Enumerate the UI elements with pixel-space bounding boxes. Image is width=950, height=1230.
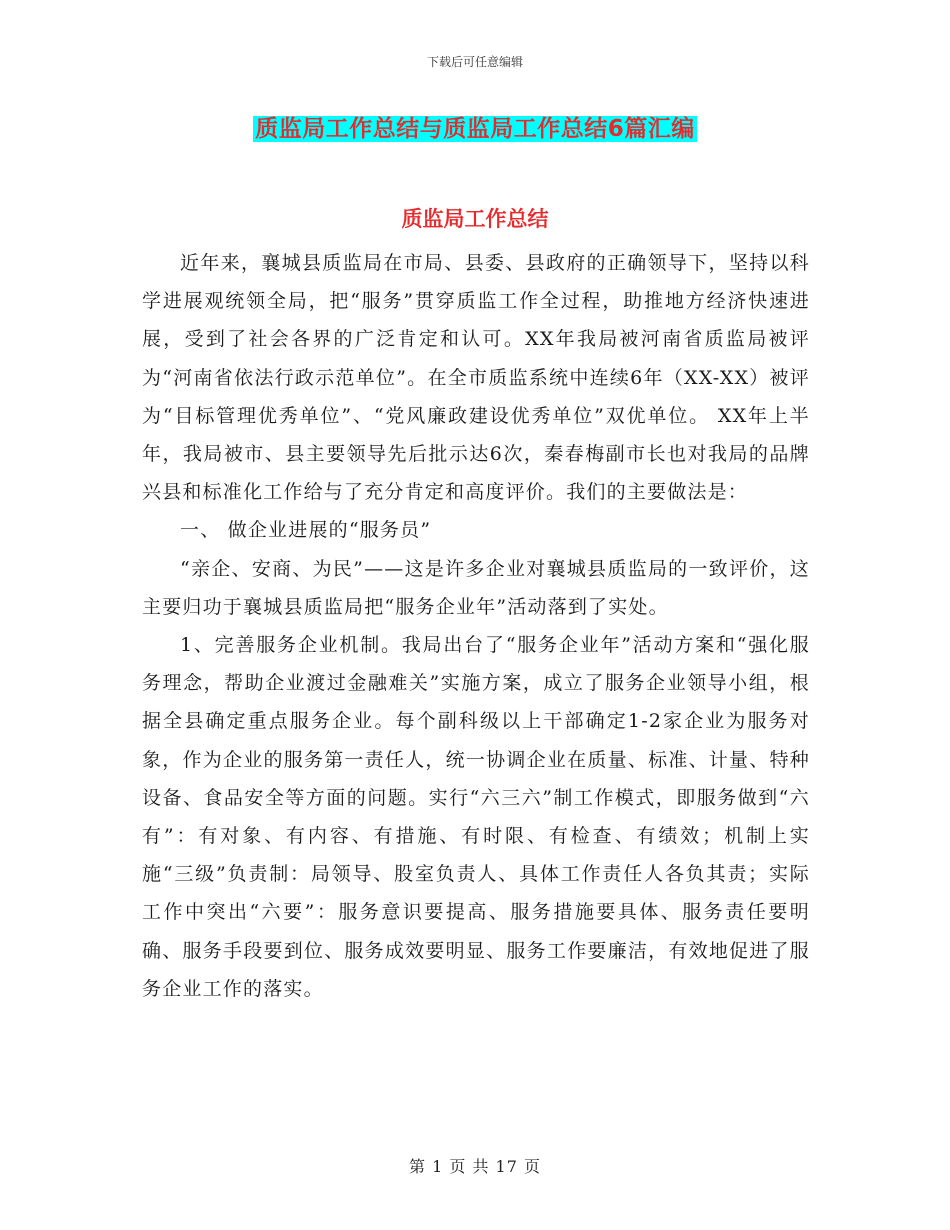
section-title: 质监局工作总结 bbox=[401, 207, 549, 231]
page-footer: 第 1 页 共 17 页 bbox=[409, 1157, 541, 1176]
document-body bbox=[142, 244, 810, 1008]
paragraph: 近年来，襄城县质监局在市局、县委、县政府的正确领导下，坚持以科学进展观统领全局，把“服务”贯穿质监工作全过程，助推地方经济快速进展，受到了社会各界的广泛肯定和认可。XX年我局被河南省质监局被评为“河南省依法行政示范单位”。在全市质监系统中连续6年（XX-XX）被评为“目标管理优秀单位”、“党风廉政建设优秀单位”双优单位。 XX年上半年，我局被市、县主要领导先后批示达6次，秦春梅副市长也对我局的品牌兴县和标准化工作给与了充分肯定和高度评价。我们的主要做法是： bbox=[142, 252, 810, 504]
paragraph: “亲企、安商、为民”——这是许多企业对襄城县质监局的一致评价，这主要归功于襄城县质监局把“服务企业年”活动落到了实处。 bbox=[142, 557, 810, 618]
header-note: 下载后可任意编辑 bbox=[426, 55, 523, 69]
document-title bbox=[0, 112, 950, 146]
paragraph: 1、完善服务企业机制。我局出台了“服务企业年”活动方案和“强化服务理念，帮助企业渡过金融难关”实施方案，成立了服务企业领导小组，根据全县确定重点服务企业。每个副科级以上干部确定1-2家企业为服务对象，作为企业的服务第一责任人，统一协调企业在质量、标准、计量、特种设备、食品安全等方面的问题。实行“六三六”制工作模式，即服务做到“六有”：有对象、有内容、有措施、有时限、有检查、有绩效；机制上实施“三级”负责制：局领导、股室负责人、具体工作责任人各负其责；实际工作中突出“六要”：服务意识要提高、服务措施要具体、服务责任要明确、服务手段要到位、服务成效要明显、服务工作要廉洁，有效地促进了服务企业工作的落实。 bbox=[142, 634, 810, 1000]
paragraph: 一、 做企业进展的“服务员” bbox=[180, 519, 432, 542]
document-title-text: 质监局工作总结与质监局工作总结6篇汇编 bbox=[255, 116, 695, 142]
